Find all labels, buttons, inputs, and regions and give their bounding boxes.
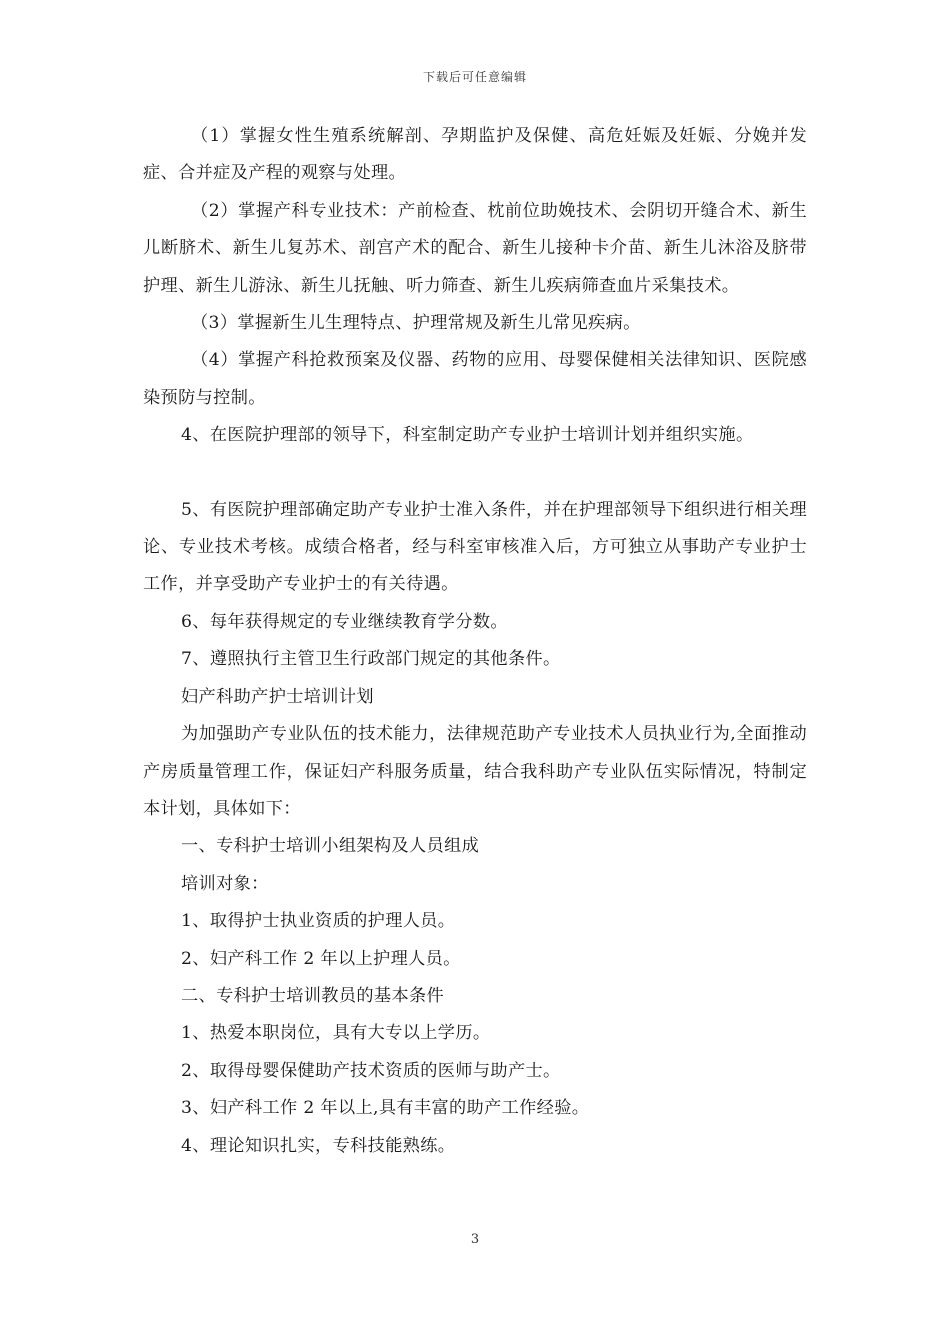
paragraph-item-8: 7、遵照执行主管卫生行政部门规定的其他条件。 (181, 649, 561, 670)
list-item: 3、妇产科工作 2 年以上,具有丰富的助产工作经验。 (181, 1098, 590, 1119)
list-item: 4、理论知识扎实，专科技能熟练。 (181, 1135, 456, 1156)
paragraph-item-1: （1）掌握女性生殖系统解剖、孕期监护及保健、高危妊娠及妊娠、分娩并发症、合并症及产程的观察与处理。 (143, 126, 807, 184)
page-number: 3 (470, 1232, 480, 1247)
intro-paragraph: 为加强助产专业队伍的技术能力，法律规范助产专业技术人员执业行为,全面推动产房质量管理工作，保证妇产科服务质量，结合我科助产专业队伍实际情况，特制定本计划，具体如下： (143, 724, 807, 819)
list-item: 2、取得母婴保健助产技术资质的医师与助产士。 (181, 1060, 561, 1081)
heading-2: 二、专科护士培训教员的基本条件 (181, 985, 445, 1006)
heading-1: 一、专科护士培训小组架构及人员组成 (181, 836, 480, 857)
list-item: 1、热爱本职岗位，具有大专以上学历。 (181, 1023, 491, 1044)
paragraph-item-7: 6、每年获得规定的专业继续教育学分数。 (181, 611, 508, 632)
paragraph-item-2: （2）掌握产科专业技术：产前检查、枕前位助娩技术、会阴切开缝合术、新生儿断脐术、新生儿复苏术、剖宫产术的配合、新生儿接种卡介苗、新生儿沐浴及脐带护理、新生儿游泳、新生儿抚触、听力筛查、新生儿疾病筛查血片采集技术。 (143, 200, 807, 296)
paragraph-item-6: 5、有医院护理部确定助产专业护士准入条件，并在护理部领导下组织进行相关理论、专业技术考核。成绩合格者，经与科室审核准入后，方可独立从事助产专业护士工作，并享受助产专业护士的有关待遇。 (143, 499, 807, 595)
document-body (143, 118, 807, 1165)
section-title: 妇产科助产护士培训计划 (181, 686, 374, 707)
list-item: 1、取得护士执业资质的护理人员。 (181, 911, 456, 932)
paragraph-item-3: （3）掌握新生儿生理特点、护理常规及新生儿常见疾病。 (191, 313, 641, 334)
page-header: 下载后可任意编辑 (422, 70, 527, 84)
list-item: 2、妇产科工作 2 年以上护理人员。 (181, 948, 461, 969)
paragraph-item-5: 4、在医院护理部的领导下，科室制定助产专业护士培训计划并组织实施。 (181, 425, 754, 446)
paragraph-item-4: （4）掌握产科抢救预案及仪器、药物的应用、母婴保健相关法律知识、医院感染预防与控制。 (143, 350, 807, 408)
subheading-training-target: 培训对象： (181, 873, 269, 894)
paragraph-spacer (143, 455, 807, 492)
